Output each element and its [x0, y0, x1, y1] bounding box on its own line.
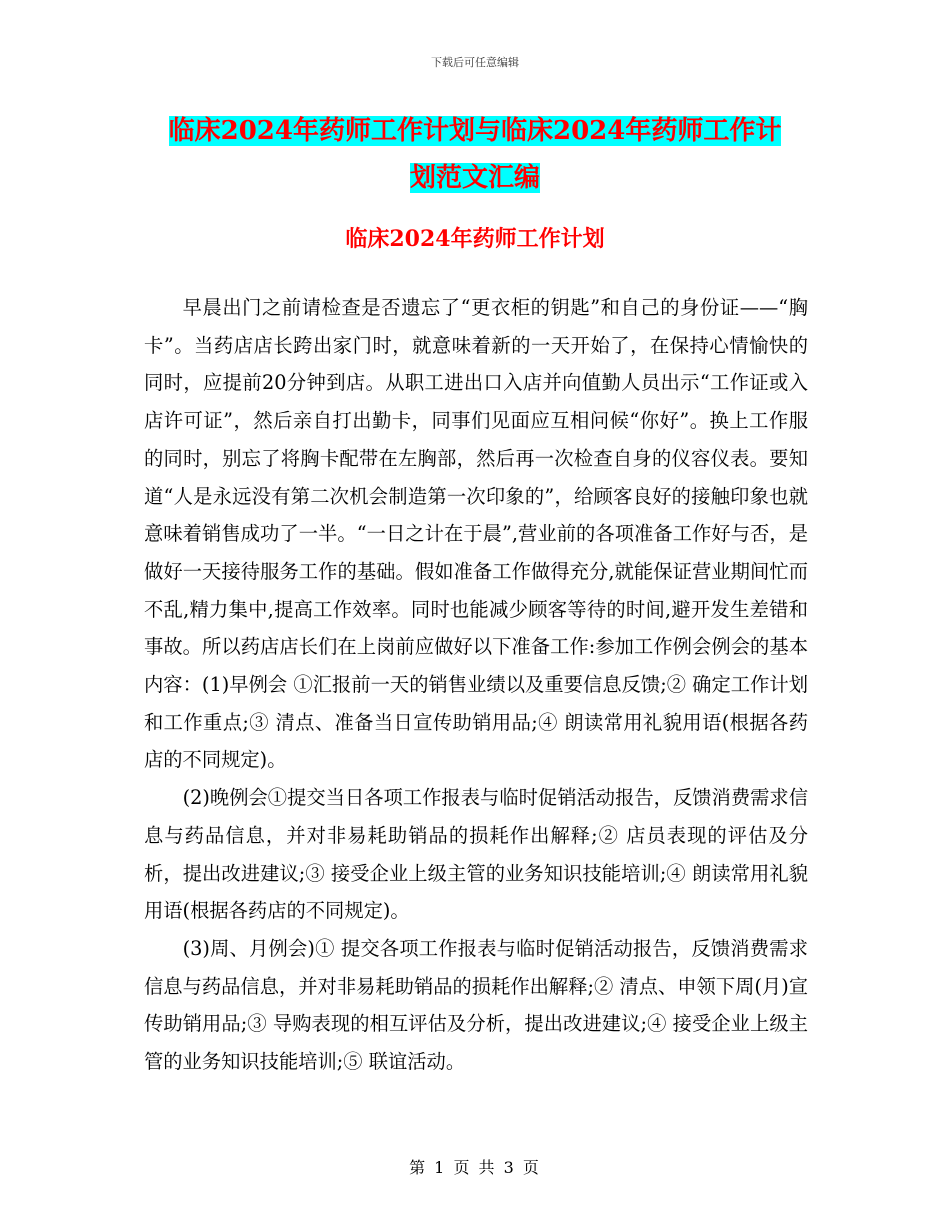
paragraph: (3)周、月例会)① 提交各项工作报表与临时促销活动报告，反馈消费需求信息与药品信息，并对非易耗助销品的损耗作出解释;② 清点、申领下周(月)宣传助销用品;③ 导购表现的相互评估及分析，提出改进建议;④ 接受企业上级主管的业务知识技能培训;⑤ 联谊活动。: [144, 936, 808, 1074]
document-title-line1: 临床2024年药师工作计划与临床2024年药师工作计: [168, 116, 782, 146]
document-title: [150, 108, 800, 202]
paragraph: 早晨出门之前请检查是否遗忘了“更衣柜的钥匙”和自己的身份证——“胸卡”。当药店店长跨出家门时，就意味着新的一天开始了，在保持心情愉快的同时，应提前20分钟到店。从职工进出口入店并向值勤人员出示“工作证或入店许可证”，然后亲自打出勤卡，同事们见面应互相问候“你好”。换上工作服的同时，别忘了将胸卡配带在左胸部，然后再一次检查自身的仪容仪表。要知道“人是永远没有第二次机会制造第一次印象的”，给顾客良好的接触印象也就意味着销售成功了一半。“一日之计在于晨”,营业前的各项准备工作好与否，是做好一天接待服务工作的基础。假如准备工作做得充分,就能保证营业期间忙而不乱,精力集中,提高工作效率。同时也能减少顾客等待的时间,避开发生差错和事故。所以药店店长们在上岗前应做好以下准备工作:参加工作例会例会的基本内容：(1)早例会 ①汇报前一天的销售业绩以及重要信息反馈;② 确定工作计划和工作重点;③ 清点、准备当日宣传助销用品;④ 朗读常用礼貌用语(根据各药店的不同规定)。: [144, 296, 809, 772]
page-number: 第 1 页 共 3 页: [409, 1158, 541, 1177]
paragraph: (2)晚例会①提交当日各项工作报表与临时促销活动报告，反馈消费需求信息与药品信息，并对非易耗助销品的损耗作出解释;② 店员表现的评估及分析，提出改进建议;③ 接受企业上级主管的业务知识技能培训;④ 朗读常用礼貌用语(根据各药店的不同规定)。: [144, 786, 808, 923]
header-note: 下载后可任意编辑: [431, 56, 519, 69]
body-text: [144, 289, 808, 1081]
document-title-line2: 划范文汇编: [409, 163, 540, 193]
section-title: 临床2024年药师工作计划: [345, 226, 605, 252]
